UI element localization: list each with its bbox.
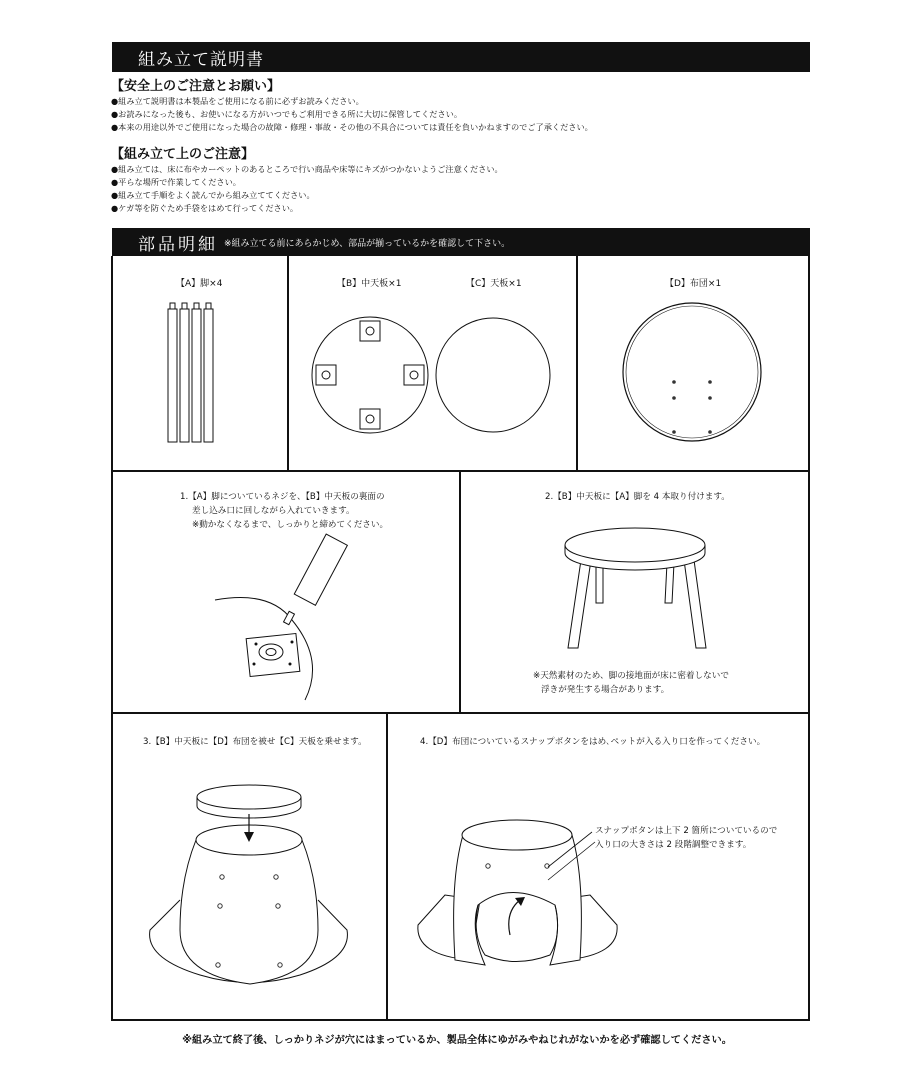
caution-item: ●組み立て手順をよく読んでから組み立ててください。	[111, 190, 315, 200]
part-a-label: 【A】脚×4	[176, 279, 223, 289]
step4-note2: 入り口の大きさは 2 段階調整できます。	[595, 840, 752, 850]
caution-item: ●組み立ては、床に布やカーペットのあるところで行い商品や床等にキズがつかないようご注意ください。	[111, 164, 503, 174]
assembly-caution-heading: 【組み立て上のご注意】	[111, 147, 255, 162]
footer-note: ※組み立て終了後、しっかりネジが穴にはまっているか、製品全体にゆがみやねじれがないかを必ず確認してください。	[182, 1035, 732, 1046]
caution-item: ●ケガ等を防ぐため手袋をはめて行ってください。	[111, 203, 299, 213]
page-title: 組み立て説明書	[138, 50, 264, 70]
part-b-label: 【B】中天板×1	[337, 279, 402, 289]
step3-line1: 3.【B】中天板に【D】布団を被せ【C】天板を乗せます。	[143, 737, 367, 747]
step4-line1: 4.【D】布団についているスナップボタンをはめ､ペットが入る入り口を作ってください。	[420, 737, 766, 747]
step2-line1: 2.【B】中天板に【A】脚を 4 本取り付けます。	[545, 492, 730, 502]
safety-item: ●組み立て説明書は本製品をご使用になる前に必ずお読みください。	[111, 96, 364, 106]
caution-item: ●平らな場所で作業してください。	[111, 177, 241, 187]
arrow-in	[515, 897, 525, 906]
safety-item: ●お読みになった後も、お使いになる方がいつでもご利用できる所に大切に保管してください。	[111, 109, 463, 119]
step1-line1: 1.【A】脚についているネジを、【B】中天板の裏面の	[180, 492, 385, 502]
part-d-label: 【D】布団×1	[665, 279, 722, 289]
step1-line2: 差し込み口に回しながら入れていきます。	[192, 506, 355, 516]
step4-note1: スナップボタンは上下 2 箇所についているので	[595, 826, 778, 836]
parts-title: 部品明細	[138, 235, 218, 255]
safety-item: ●本来の用途以外でご使用になった場合の故障・修理・事故・その他の不具合については責任を負いかねますのでご了承ください。	[111, 122, 593, 132]
table-top	[462, 820, 572, 850]
step2-note2: 浮きが発生する場合があります。	[541, 685, 670, 695]
entrance-opening	[476, 905, 557, 962]
step1-line3: ※動かなくなるまで、しっかりと締めてください。	[192, 520, 389, 530]
safety-heading: 【安全上のご注意とお願い】	[111, 79, 281, 94]
step2-note1: ※天然素材のため、脚の接地面が床に密着しないで	[533, 671, 729, 681]
parts-note: ※組み立てる前にあらかじめ、部品が揃っているかを確認して下さい。	[224, 239, 511, 249]
part-c-label: 【C】天板×1	[466, 279, 522, 289]
